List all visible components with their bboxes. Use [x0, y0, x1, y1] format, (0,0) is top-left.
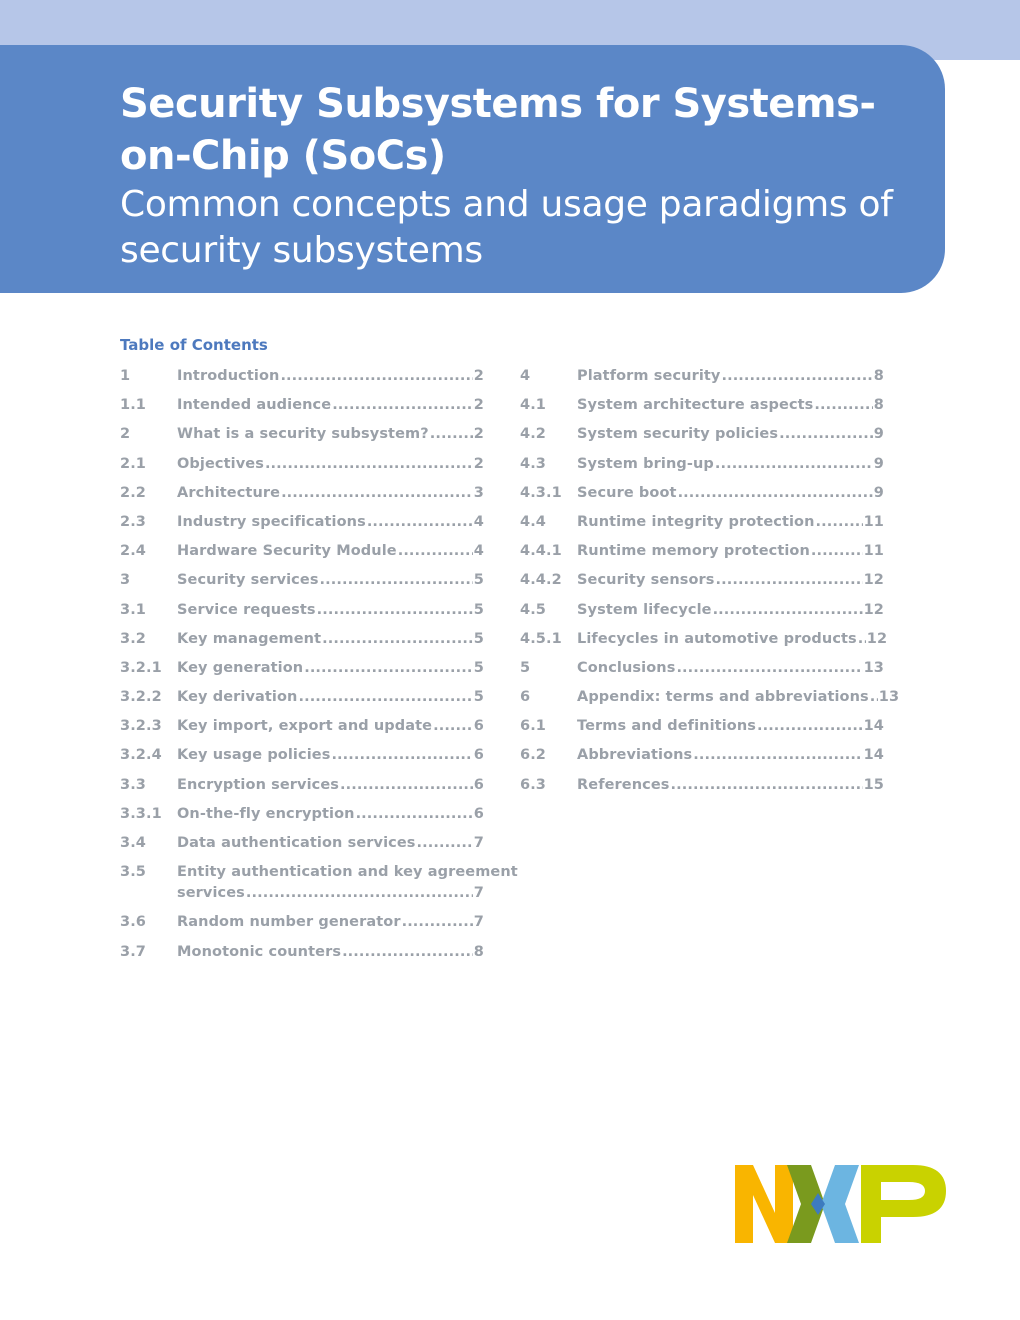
- toc-entry-number: 3.2.2: [120, 689, 162, 706]
- toc-entry[interactable]: [520, 716, 884, 737]
- toc-entry-number: 3.2.4: [120, 747, 162, 764]
- toc-entry-page: 8: [873, 397, 884, 414]
- toc-entry-title: Conclusions: [577, 659, 676, 676]
- toc-dot-leader: [280, 366, 472, 387]
- toc-entry-page: 5: [473, 572, 484, 589]
- toc-entry-page: 5: [473, 630, 484, 647]
- toc-entry-number: 3.4: [120, 835, 146, 851]
- toc-entry-number: 3.3.1: [120, 805, 162, 822]
- toc-entry[interactable]: [520, 570, 884, 591]
- toc-entry[interactable]: [120, 395, 484, 416]
- toc-entry[interactable]: [120, 541, 484, 562]
- toc-entry-title: Industry specifications: [177, 513, 366, 530]
- toc-dot-leader: [367, 512, 473, 533]
- toc-entry-title: Monotonic counters: [177, 943, 342, 960]
- toc-entry-page: 13: [863, 659, 884, 676]
- toc-entry-number: 4.5: [520, 601, 546, 618]
- toc-dot-leader: [331, 745, 472, 766]
- toc-entry-title: References: [577, 776, 670, 793]
- toc-entry-number: 3.6: [120, 914, 146, 931]
- toc-entry[interactable]: [120, 942, 484, 963]
- toc-entry[interactable]: [120, 512, 484, 533]
- toc-entry-title: Key import, export and update: [177, 718, 433, 735]
- toc-entry-title: services: [177, 885, 245, 902]
- toc-entry-page: 6: [473, 747, 484, 764]
- toc-entry-title: Service requests: [177, 601, 316, 618]
- toc-entry-page: 6: [473, 805, 484, 822]
- toc-dot-leader: [671, 775, 863, 796]
- toc-entry-number: 1.1: [120, 397, 146, 414]
- toc-entry-page: 11: [863, 543, 884, 560]
- toc-entry[interactable]: [120, 745, 484, 766]
- toc-dot-leader: [715, 454, 873, 475]
- toc-entry[interactable]: [120, 716, 484, 737]
- document-title: Security Subsystems for Systems-on-Chip (SoCs): [120, 81, 876, 179]
- toc-entry-page: 15: [863, 776, 884, 793]
- toc-entry-page: 5: [473, 659, 484, 676]
- toc-entry[interactable]: [120, 775, 484, 796]
- toc-entry-title: Entity authentication and key agreement: [177, 864, 518, 881]
- toc-entry-page: 12: [863, 601, 884, 618]
- toc-entry-number: 5: [520, 659, 531, 676]
- toc-entry-number: 2.4: [120, 543, 146, 560]
- toc-entry-page: 7: [473, 885, 484, 902]
- toc-entry-number: 4: [520, 368, 531, 384]
- toc-entry[interactable]: [120, 570, 484, 591]
- toc-dot-leader: [870, 687, 878, 708]
- toc-entry[interactable]: [120, 804, 484, 825]
- toc-entry-title: Terms and definitions: [577, 718, 756, 735]
- toc-dot-leader: [246, 883, 473, 904]
- toc-entry[interactable]: [520, 629, 888, 650]
- toc-dot-leader: [320, 570, 473, 591]
- toc-entry-number: 4.3: [520, 455, 546, 472]
- toc-dot-leader: [816, 512, 863, 533]
- toc-entry-page: 7: [473, 835, 484, 851]
- document-subtitle: Common concepts and usage paradigms of security subsystems: [120, 184, 893, 271]
- toc-entry-page: 2: [473, 397, 484, 414]
- toc-entry-title: Encryption services: [177, 776, 340, 793]
- toc-entry[interactable]: [520, 600, 884, 621]
- toc-dot-leader: [402, 912, 473, 933]
- toc-dot-leader: [721, 366, 872, 387]
- toc-entry-page: 9: [873, 455, 884, 472]
- nxp-logo: [735, 1165, 946, 1243]
- toc-entry[interactable]: [520, 395, 884, 416]
- toc-entry[interactable]: [520, 541, 884, 562]
- toc-entry[interactable]: [520, 483, 884, 504]
- toc-dot-leader: [298, 687, 472, 708]
- toc-entry-number: 4.2: [520, 426, 546, 443]
- toc-entry-title: Security sensors: [577, 572, 715, 589]
- toc-entry-title: Abbreviations: [577, 747, 693, 764]
- toc-entry[interactable]: [120, 366, 484, 387]
- toc-entry-number: 3.7: [120, 943, 146, 960]
- toc-entry-title: System security policies: [577, 426, 779, 443]
- toc-dot-leader: [342, 942, 473, 963]
- toc-entry-page: 5: [473, 601, 484, 618]
- toc-entry[interactable]: [120, 424, 484, 445]
- toc-entry-number: 4.4: [520, 513, 546, 530]
- toc-dot-leader: [398, 541, 473, 562]
- toc-entry-page: 8: [473, 943, 484, 960]
- toc-entry-page: 12: [866, 630, 888, 647]
- toc-entry-page: 12: [863, 572, 884, 589]
- toc-entry-title: System bring-up: [577, 455, 714, 472]
- toc-entry[interactable]: [520, 454, 884, 475]
- toc-entry-title: Appendix: terms and abbreviations: [577, 689, 869, 706]
- toc-entry-page: 14: [863, 718, 884, 735]
- toc-dot-leader: [340, 775, 473, 796]
- toc-entry-number: 2.2: [120, 484, 146, 501]
- banner-text: [120, 78, 920, 274]
- toc-column-left: [120, 366, 518, 971]
- toc-entry-page: 4: [473, 513, 484, 530]
- toc-entry-number: 3.5: [120, 864, 146, 881]
- toc-entry-title: System lifecycle: [577, 601, 712, 618]
- toc-entry-number: 6.2: [520, 747, 546, 764]
- toc-dot-leader: [811, 541, 863, 562]
- toc-entry[interactable]: [120, 687, 484, 708]
- toc-entry-number: 3.3: [120, 776, 146, 793]
- toc-dot-leader: [676, 658, 862, 679]
- toc-entry[interactable]: [520, 658, 884, 679]
- toc-entry-page: 14: [863, 747, 884, 764]
- logo-x-right-shape: [821, 1165, 859, 1243]
- toc-entry-number: 4.3.1: [520, 484, 562, 501]
- toc-entry-page: 2: [473, 426, 484, 443]
- toc-entry-title: Objectives: [177, 455, 264, 472]
- toc-entry-number: 6.1: [520, 718, 546, 735]
- toc-entry[interactable]: [520, 512, 884, 533]
- toc-entry[interactable]: [520, 745, 884, 766]
- toc-dot-leader: [281, 483, 473, 504]
- toc-entry-title: Security services: [177, 572, 319, 589]
- toc-entry-page: 4: [473, 543, 484, 560]
- toc-entry-title: Key usage policies: [177, 747, 331, 764]
- toc-entry-title: On-the-fly encryption: [177, 805, 355, 822]
- toc-entry-number: 4.5.1: [520, 630, 562, 647]
- toc-dot-leader: [858, 629, 866, 650]
- toc-entry-title: Data authentication services: [177, 835, 416, 851]
- toc-dot-leader: [757, 716, 863, 737]
- toc-entry[interactable]: [120, 862, 518, 904]
- toc-entry-number: 4.1: [520, 397, 546, 414]
- toc-entry-title: What is a security subsystem?: [177, 426, 429, 443]
- toc-entry-number: 6.3: [520, 776, 546, 793]
- toc-entry-number: 3.1: [120, 601, 146, 618]
- toc-dot-leader: [716, 570, 863, 591]
- toc-entry-number: 2: [120, 426, 131, 443]
- toc-entry[interactable]: [120, 629, 484, 650]
- toc-entry-title: System architecture aspects: [577, 397, 814, 414]
- toc-entry[interactable]: [120, 912, 484, 933]
- toc-entry-page: 8: [873, 368, 884, 384]
- toc-entry-number: 4.4.1: [520, 543, 562, 560]
- toc-dot-leader: [814, 395, 872, 416]
- toc-entry-title: Introduction: [177, 368, 280, 384]
- toc-dot-leader: [332, 395, 473, 416]
- toc-entry-page: 7: [473, 914, 484, 931]
- toc-heading: Table of Contents: [120, 336, 268, 354]
- toc-entry-page: 9: [873, 426, 884, 443]
- toc-entry-title: Secure boot: [577, 484, 677, 501]
- toc-entry-title: Lifecycles in automotive products: [577, 630, 857, 647]
- toc-entry-page: 13: [878, 689, 900, 706]
- toc-dot-leader: [713, 600, 863, 621]
- toc-entry[interactable]: [120, 454, 484, 475]
- toc-entry-number: 4.4.2: [520, 572, 562, 589]
- toc-dot-leader: [430, 424, 473, 445]
- toc-entry-number: 2.3: [120, 513, 146, 530]
- toc-entry-title: Intended audience: [177, 397, 332, 414]
- toc-dot-leader: [265, 454, 473, 475]
- toc-entry-title: Runtime integrity protection: [577, 513, 815, 530]
- toc-entry[interactable]: [120, 600, 484, 621]
- toc-entry-page: 3: [473, 484, 484, 501]
- toc-dot-leader: [356, 804, 473, 825]
- toc-entry-page: 6: [473, 718, 484, 735]
- toc-entry-title: Platform security: [577, 368, 721, 384]
- toc-entry-title: Key derivation: [177, 689, 298, 706]
- toc-dot-leader: [779, 424, 873, 445]
- toc-entry[interactable]: [520, 775, 884, 796]
- toc-dot-leader: [678, 483, 873, 504]
- toc-entry-number: 3: [120, 572, 131, 589]
- logo-p-shape: [861, 1165, 946, 1243]
- toc-entry-title: Architecture: [177, 484, 281, 501]
- toc-entry[interactable]: [120, 833, 484, 854]
- toc-entry-page: 11: [863, 513, 884, 530]
- toc-entry-page: 2: [473, 455, 484, 472]
- toc-entry-title: Random number generator: [177, 914, 401, 931]
- toc-entry-number: 6: [520, 689, 531, 706]
- toc-entry[interactable]: [120, 483, 484, 504]
- toc-entry-title: Hardware Security Module: [177, 543, 397, 560]
- toc-entry-title: Key management: [177, 630, 322, 647]
- toc-entry[interactable]: [520, 687, 900, 708]
- toc-entry-number: 3.2.3: [120, 718, 162, 735]
- toc-dot-leader: [417, 833, 473, 854]
- toc-entry-number: 2.1: [120, 455, 146, 472]
- toc-entry-page: 9: [873, 484, 884, 501]
- toc-entry[interactable]: [520, 366, 884, 387]
- toc-entry[interactable]: [520, 424, 884, 445]
- toc-entry-number: 3.2.1: [120, 659, 162, 676]
- toc-entry[interactable]: [120, 658, 484, 679]
- toc-dot-leader: [322, 629, 473, 650]
- logo-n-shape: [735, 1165, 793, 1243]
- toc-entry-title: Runtime memory protection: [577, 543, 810, 560]
- toc-entry-page: 5: [473, 689, 484, 706]
- toc-entry-page: 2: [473, 368, 484, 384]
- toc-entry-page: 6: [473, 776, 484, 793]
- toc-dot-leader: [317, 600, 473, 621]
- toc-entry-number: 1: [120, 368, 131, 384]
- toc-dot-leader: [304, 658, 473, 679]
- toc-entry-title: Key generation: [177, 659, 304, 676]
- toc-dot-leader: [433, 716, 473, 737]
- toc-column-right: [520, 366, 900, 804]
- toc-entry-number: 3.2: [120, 630, 146, 647]
- toc-dot-leader: [693, 745, 862, 766]
